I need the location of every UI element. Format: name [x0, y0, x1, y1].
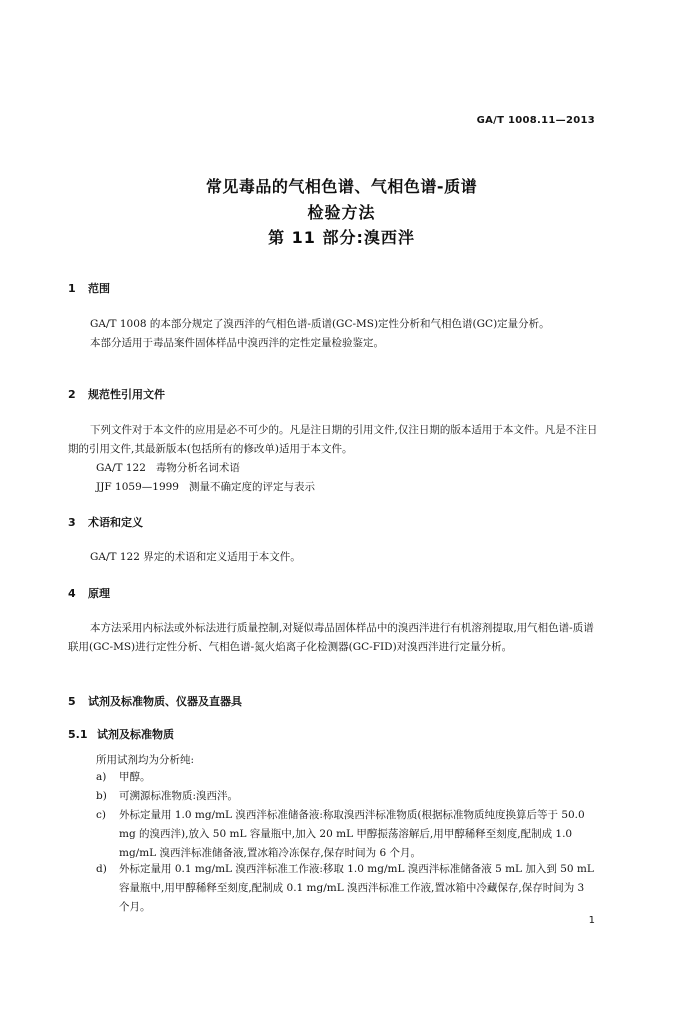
document-title-line-1: 常见毒品的气相色谱、气相色谱-质谱	[205, 177, 478, 196]
list-marker: d)	[96, 863, 107, 875]
section-2-heading	[68, 386, 165, 402]
section-title: 规范性引用文件	[88, 388, 165, 401]
list-marker: a)	[96, 771, 107, 783]
subsection-title: 试剂及标准物质	[97, 728, 174, 741]
list-marker: c)	[96, 809, 106, 821]
section-1-heading	[68, 280, 110, 296]
page-number: 1	[588, 915, 595, 926]
section-5-heading	[68, 693, 242, 709]
list-text: 外标定量用 1.0 mg/mL 溴西泮标准储备液:称取溴西泮标准物质(根据标准物质纯度换算后等于 50.0 mg 的溴西泮),放入 50 mL 容量瓶中,加入 20 mL 甲醇振荡溶解后,用甲醇稀释至刻度,配制成 1.0 mg/mL 溴西泮标准储备液,置冰箱冷冻保存,保存时间为 6 个月。	[119, 809, 585, 859]
section-4-heading	[68, 585, 110, 601]
section-number: 5	[68, 695, 76, 708]
section-number: 1	[68, 282, 76, 295]
list-text: 甲醇。	[119, 771, 151, 783]
list-item	[96, 860, 598, 917]
list-text: 可溯源标准物质:溴西泮。	[119, 790, 239, 802]
section-number: 3	[68, 516, 76, 529]
section-1-body	[68, 315, 598, 353]
list-marker: b)	[96, 790, 107, 802]
list-item	[96, 768, 598, 787]
section-number: 2	[68, 388, 76, 401]
section-number: 4	[68, 587, 76, 600]
section-title: 原理	[88, 587, 110, 600]
reference-title: 毒物分析名词术语	[155, 462, 240, 474]
reference-code: JJF 1059—1999	[96, 481, 179, 493]
document-title-line-3: 第 11 部分:溴西泮	[268, 228, 415, 247]
reference-code: GA/T 122	[96, 462, 146, 474]
subsection-5-1-heading	[68, 726, 174, 742]
section-title: 试剂及标准物质、仪器及直器具	[88, 695, 242, 708]
reagent-intro: 所用试剂均为分析纯:	[96, 754, 195, 766]
normative-reference-2	[96, 479, 315, 494]
section-3-heading	[68, 514, 143, 530]
list-item	[96, 806, 598, 863]
section-title: 术语和定义	[88, 516, 143, 529]
document-title-line-2: 检验方法	[307, 203, 376, 222]
list-item	[96, 787, 598, 806]
paragraph: 下列文件对于本文件的应用是必不可少的。凡是注日期的引用文件,仅注日期的版本适用于本文件。凡是不注日期的引用文件,其最新版本(包括所有的修改单)适用于本文件。	[68, 424, 598, 455]
reference-title: 测量不确定度的评定与表示	[189, 481, 315, 493]
subsection-number: 5.1	[68, 728, 88, 741]
paragraph: 本方法采用内标法或外标法进行质量控制,对疑似毒品固体样品中的溴西泮进行有机溶剂提取,用气相色谱-质谱联用(GC-MS)进行定性分析、气相色谱-氮火焰离子化检测器(GC-FID)对溴西泮进行定量分析。	[68, 622, 594, 653]
paragraph: 本部分适用于毒品案件固体样品中溴西泮的定性定量检验鉴定。	[90, 337, 384, 349]
section-4-body	[68, 619, 598, 657]
list-text: 外标定量用 0.1 mg/mL 溴西泮标准工作液:移取 1.0 mg/mL 溴西泮标准储备液 5 mL 加入到 50 mL 容量瓶中,用甲醇稀释至刻度,配制成 0.1 mg/mL 溴西泮标准工作液,置冰箱中冷藏保存,保存时间为 3 个月。	[119, 863, 594, 913]
standard-number: GA/T 1008.11—2013	[476, 115, 595, 126]
paragraph: GA/T 122 界定的术语和定义适用于本文件。	[90, 551, 301, 563]
section-2-body	[68, 421, 598, 459]
section-title: 范围	[88, 282, 110, 295]
paragraph: GA/T 1008 的本部分规定了溴西泮的气相色谱-质谱(GC-MS)定性分析和气相色谱(GC)定量分析。	[90, 318, 550, 330]
normative-reference-1	[96, 460, 240, 475]
section-3-body	[68, 548, 598, 567]
